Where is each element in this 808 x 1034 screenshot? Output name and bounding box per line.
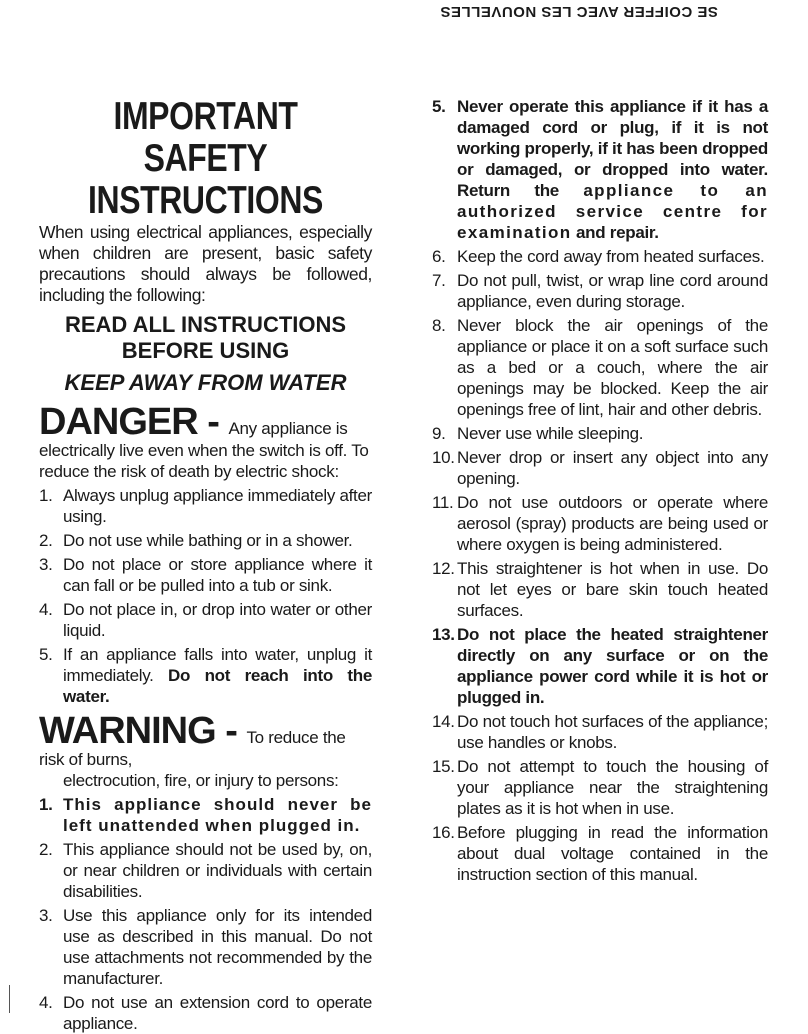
right-column: [432, 96, 768, 885]
danger-list: [39, 485, 372, 707]
item-text: This appliance should never be left unattended when plugged in.: [63, 795, 372, 835]
warning-text: To reduce the risk of burns,: [39, 728, 346, 769]
item-text: Do not pull, twist, or wrap line cord around appliance, even during storage.: [457, 271, 768, 311]
item-text: This straightener is hot when in use. Do not let eyes or bare skin touch heated surfaces.: [457, 559, 768, 620]
title-line-1: IMPORTANT SAFETY: [113, 95, 298, 180]
item-text: Before plugging in read the information about dual voltage contained in the instruction section of this manual.: [457, 823, 768, 884]
item-number: 11.: [432, 493, 454, 512]
list-item: [432, 492, 768, 555]
item-text: Do not place in, or drop into water or other liquid.: [63, 600, 372, 640]
list-item: [432, 246, 768, 267]
item-number: 2.: [39, 531, 53, 550]
danger-section: [39, 401, 372, 707]
item-number: 14.: [432, 712, 455, 731]
warning-list: [39, 794, 372, 1034]
read-all-line-2: BEFORE USING: [121, 338, 290, 363]
list-item: [39, 530, 372, 551]
warning-intro: [39, 710, 372, 770]
item-text: Do not attempt to touch the housing of your appliance near the straightening plates as it is hot when in use.: [457, 757, 768, 818]
list-item: [432, 711, 768, 753]
list-item: [39, 644, 372, 707]
page-title: [69, 96, 342, 222]
item-number: 5.: [432, 97, 446, 116]
list-item: [39, 485, 372, 527]
item-text: Keep the cord away from heated surfaces.: [457, 247, 765, 266]
item-text: Do not place or store appliance where it can fall or be pulled into a tub or sink.: [63, 555, 372, 595]
item-number: 3.: [39, 555, 53, 574]
item-number: 1.: [39, 795, 53, 814]
warning-heading: WARNING -: [39, 710, 247, 752]
item-number: 4.: [39, 993, 53, 1012]
continued-list: [432, 96, 768, 885]
list-item: [39, 794, 372, 836]
list-item: [432, 423, 768, 444]
item-number: 7.: [432, 271, 446, 290]
title-line-2: INSTRUCTIONS: [88, 179, 323, 222]
item-number: 6.: [432, 247, 446, 266]
item-text: Never use while sleeping.: [457, 424, 644, 443]
item-number: 3.: [39, 906, 53, 925]
read-all-heading: [39, 312, 372, 364]
item-number: 8.: [432, 316, 446, 335]
item-number: 13.: [432, 625, 455, 644]
list-item: [432, 315, 768, 420]
item-number: 4.: [39, 600, 53, 619]
list-item: [39, 992, 372, 1034]
item-text: Never drop or insert any object into any opening.: [457, 448, 768, 488]
danger-intro: [39, 401, 372, 482]
read-all-line-1: READ ALL INSTRUCTIONS: [64, 312, 347, 337]
list-item: [432, 756, 768, 819]
flipped-header: SE COIFFER AVEC LES NOUVELLES: [440, 3, 718, 20]
item-spaced-text: appliance to an authorized service centre for examination: [457, 181, 768, 242]
item-number: 15.: [432, 757, 455, 776]
item-text: Do not touch hot surfaces of the appliance; use handles or knobs.: [457, 712, 768, 752]
item-number: 2.: [39, 840, 53, 859]
list-item: [39, 599, 372, 641]
list-item: [432, 270, 768, 312]
item-number: 1.: [39, 486, 53, 505]
item-number: 12.: [432, 559, 455, 578]
list-item: [39, 554, 372, 596]
warning-section: [39, 710, 372, 1034]
item-text: Never block the air openings of the appliance or place it on a soft surface such as a bed or a couch, where the air openings may be blocked. Keep the air openings free of lint, hair and other debris.: [457, 316, 768, 419]
list-item: [432, 447, 768, 489]
danger-heading: DANGER -: [39, 401, 229, 443]
item-tail-text: and repair.: [571, 223, 659, 242]
item-number: 5.: [39, 645, 53, 664]
list-item: [39, 905, 372, 989]
item-number: 9.: [432, 424, 446, 443]
item-text: If an appliance falls into water, unplug it immediately.: [63, 645, 372, 685]
left-column: [39, 96, 372, 1034]
intro-paragraph: When using electrical appliances, especially when children are present, basic safety precautions should always be followed, including the following:: [39, 222, 372, 305]
item-text: Do not place the heated straightener directly on any surface or on the appliance power cord while it is hot or plugged in.: [457, 625, 768, 707]
margin-line: [9, 985, 10, 1013]
item-number: 10.: [432, 448, 455, 467]
item-text: Always unplug appliance immediately after using.: [63, 486, 372, 526]
item-text: Do not use outdoors or operate where aerosol (spray) products are being used or where oxygen is being administered.: [457, 493, 768, 554]
item-text: Do not use while bathing or in a shower.: [63, 531, 353, 550]
danger-text: Any appliance is electrically live even when the switch is off. To reduce the risk of death by electric shock:: [39, 419, 369, 481]
list-item: [432, 96, 768, 243]
item-text: Do not use an extension cord to operate appliance.: [63, 993, 372, 1033]
item-number: 16.: [432, 823, 455, 842]
item-text: This appliance should not be used by, on, or near children or individuals with certain disabilities.: [63, 840, 372, 901]
item-bold-text: Do not reach into the water.: [63, 666, 372, 706]
item-text: Use this appliance only for its intended use as described in this manual. Do not use attachments not recommended by the manufacturer.: [63, 906, 372, 988]
list-item: [432, 558, 768, 621]
list-item: [432, 822, 768, 885]
warning-text-line-2: electrocution, fire, or injury to persons:: [63, 771, 339, 790]
keep-away-heading: KEEP AWAY FROM WATER: [64, 370, 347, 395]
list-item: [432, 624, 768, 708]
list-item: [39, 839, 372, 902]
item-text: Never operate this appliance if it has a damaged cord or plug, if it is not working properly, if it has been dropped or damaged, or dropped into water. Return the: [457, 97, 768, 200]
